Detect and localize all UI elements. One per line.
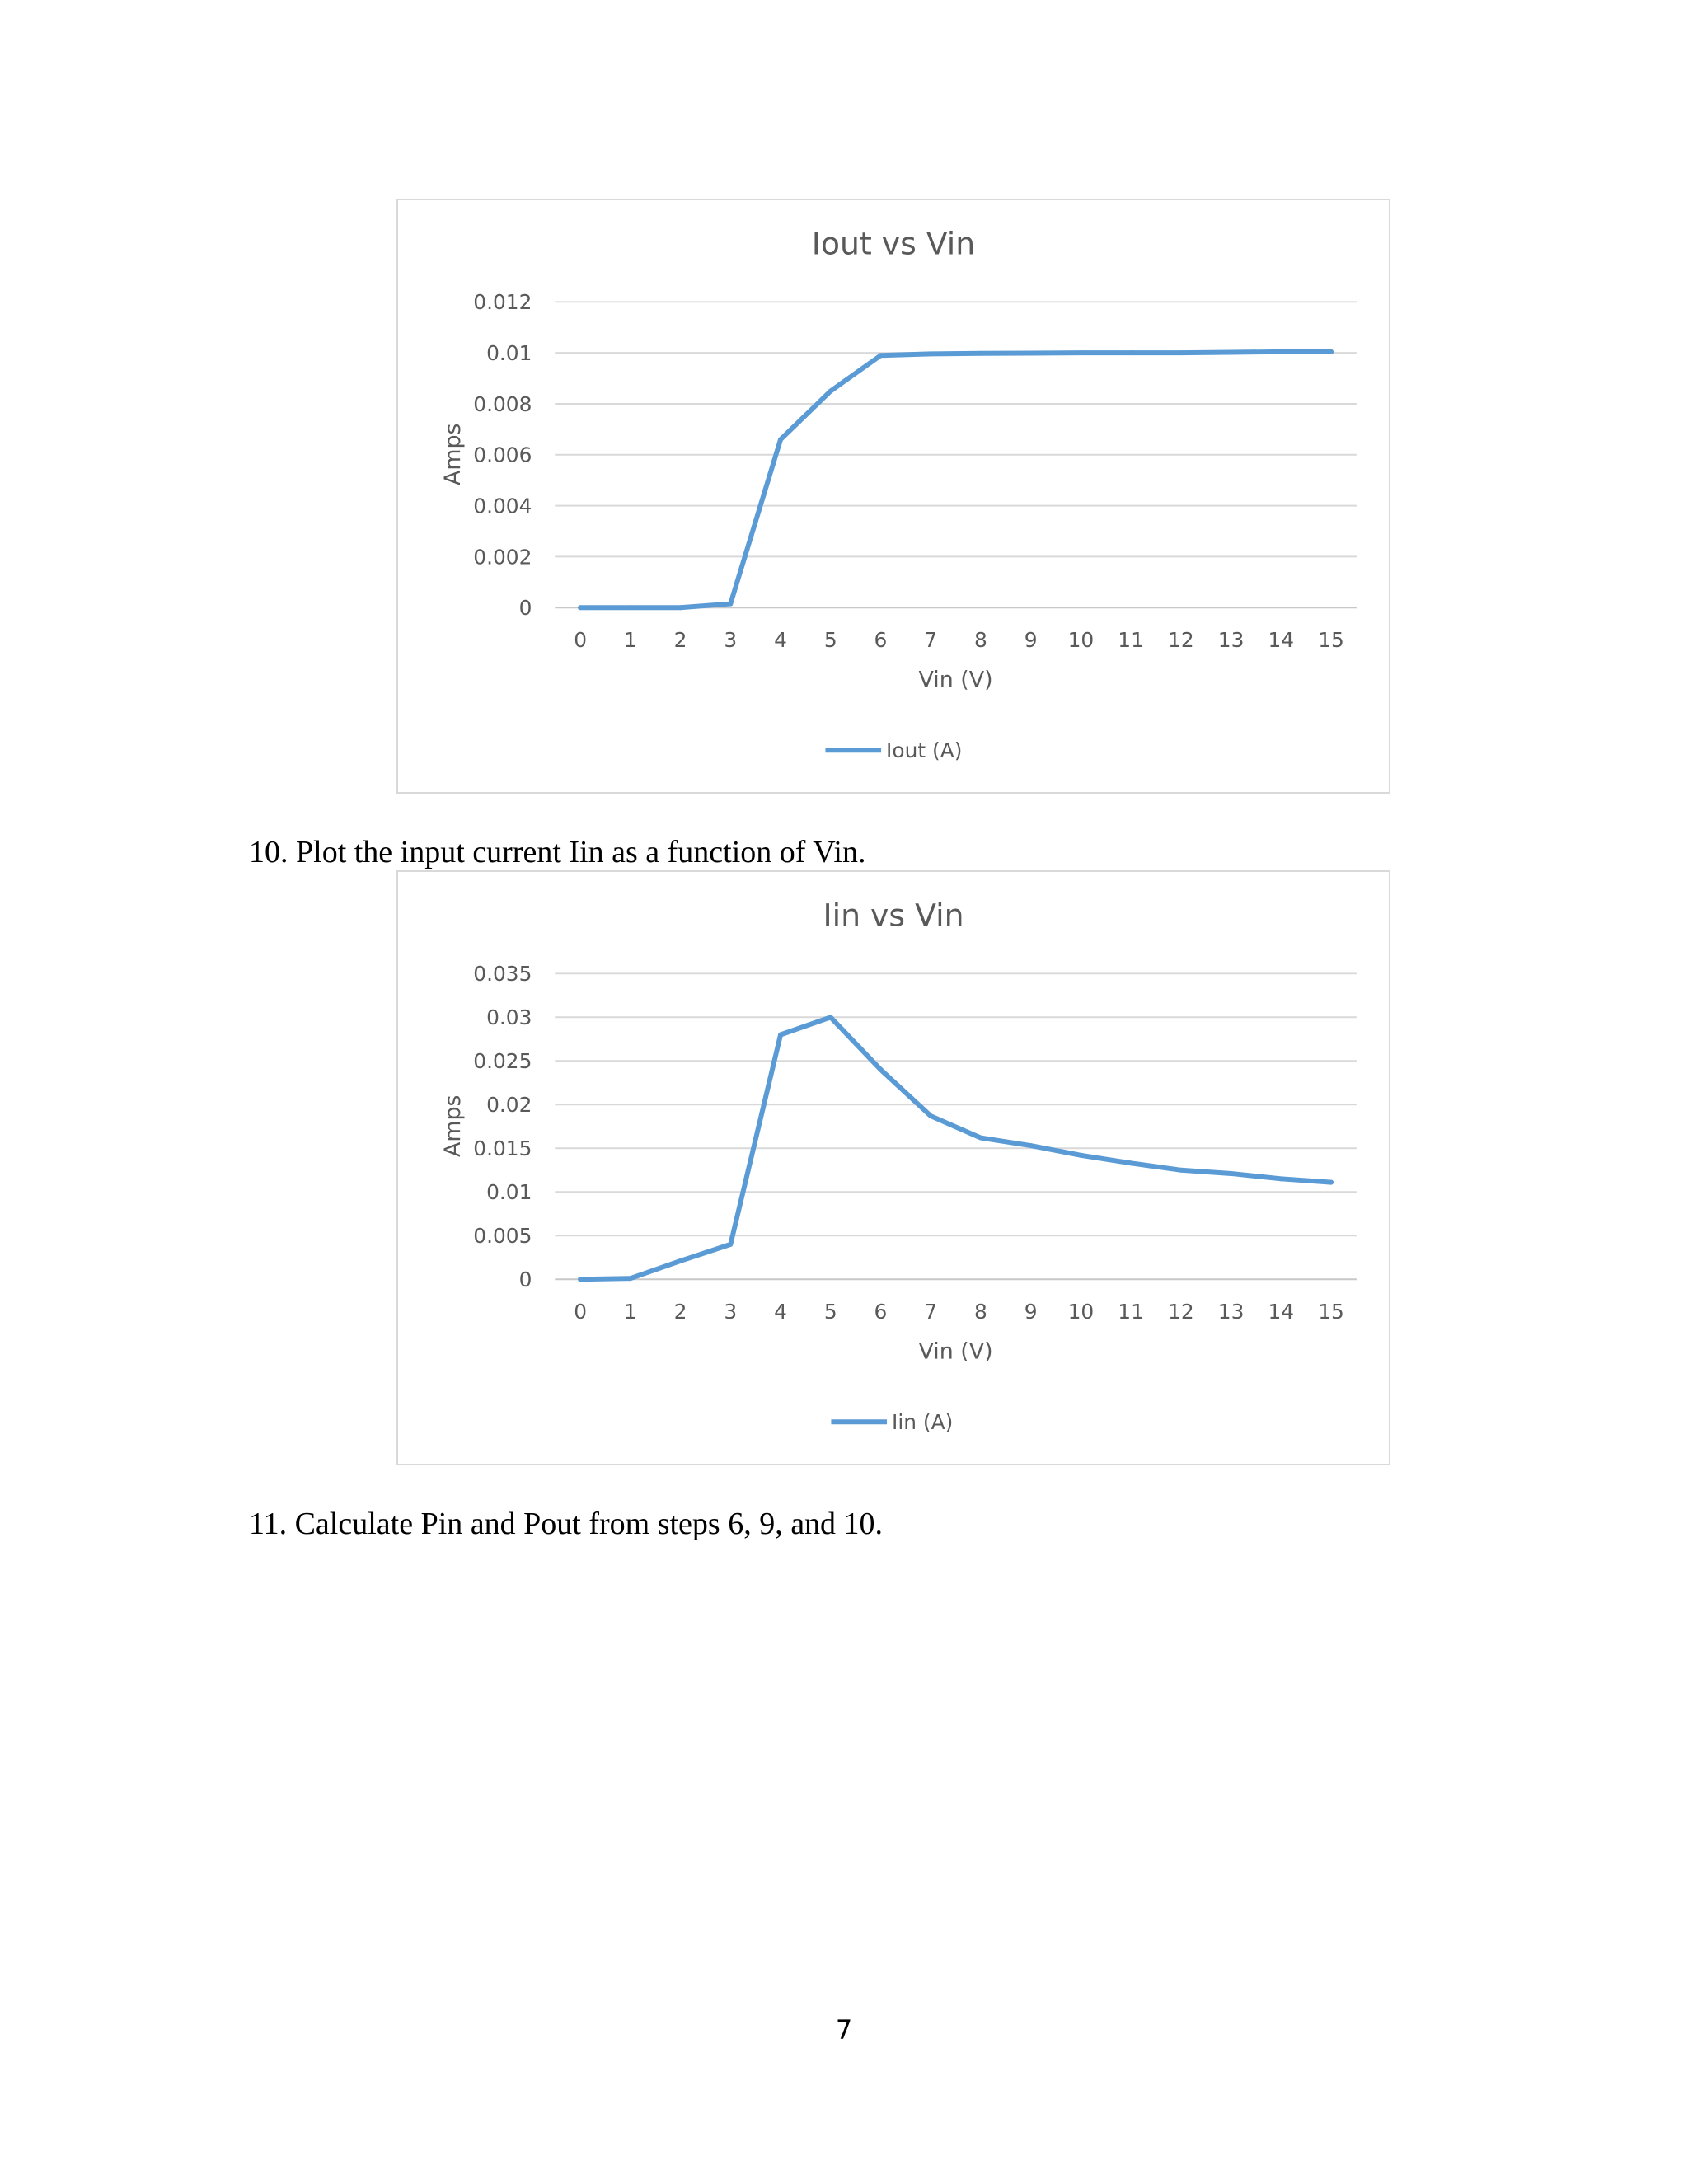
- iin-data-point: [778, 1033, 783, 1038]
- iout-data-point: [828, 389, 833, 394]
- iin-data-point: [1229, 1171, 1234, 1176]
- iout-y-tick-label: 0.004: [473, 494, 532, 518]
- iout-y-tick-label: 0: [518, 596, 532, 621]
- iout-data-point: [628, 605, 633, 610]
- iout-x-tick-label: 10: [1067, 627, 1095, 652]
- iout-x-tick-label: 1: [623, 627, 637, 652]
- iout-x-tick-label: 5: [823, 627, 837, 652]
- iin-x-tick-label: 3: [724, 1299, 738, 1324]
- iout-x-tick-label: 3: [724, 627, 738, 652]
- iout-x-tick-label: 11: [1118, 627, 1144, 652]
- iout-x-tick-label: 0: [574, 627, 588, 652]
- page-number: 7: [835, 2014, 853, 2046]
- iin-y-tick-label: 0: [518, 1268, 532, 1292]
- iout-data-point: [1029, 350, 1034, 355]
- iin-x-tick-label: 9: [1024, 1299, 1038, 1324]
- iin-data-point: [628, 1276, 633, 1281]
- iout-x-tick-label: 2: [673, 627, 687, 652]
- iin-y-tick-label: 0.035: [473, 962, 532, 987]
- iin-x-tick-label: 12: [1168, 1299, 1194, 1324]
- iout-x-tick-label: 13: [1217, 627, 1245, 652]
- iout-series-line: [580, 352, 1331, 607]
- iout-data-point: [978, 351, 983, 356]
- iout-data-point: [1329, 349, 1334, 354]
- iin-data-point: [1278, 1176, 1283, 1181]
- instruction-step-11: 11. Calculate Pin and Pout from steps 6, 9, and 10.: [249, 1507, 884, 1541]
- iin-chart-svg: [398, 872, 1389, 1464]
- iout-x-tick-label: 4: [774, 627, 787, 652]
- iin-data-point: [1078, 1153, 1083, 1158]
- iin-x-tick-label: 6: [874, 1299, 888, 1324]
- iin-x-tick-label: 5: [823, 1299, 837, 1324]
- iout-legend-label: Iout (A): [886, 738, 963, 763]
- iout-y-axis-label: Amps: [439, 423, 466, 486]
- iout-chart-svg: [398, 200, 1389, 792]
- iout-x-tick-label: 8: [974, 627, 987, 652]
- iout-data-point: [778, 437, 783, 442]
- iin-y-tick-label: 0.01: [486, 1180, 532, 1205]
- iout-data-point: [928, 351, 933, 356]
- iin-y-tick-label: 0.02: [486, 1093, 532, 1118]
- iin-y-tick-label: 0.005: [473, 1224, 532, 1249]
- iin-x-axis-label: Vin (V): [918, 1338, 993, 1365]
- iout-data-point: [1128, 350, 1133, 355]
- iin-x-tick-label: 4: [774, 1299, 787, 1324]
- iin-data-point: [1329, 1180, 1334, 1185]
- iout-y-tick-label: 0.008: [473, 391, 532, 416]
- iout-data-point: [678, 605, 683, 610]
- iin-x-tick-label: 8: [974, 1299, 987, 1324]
- iout-title: Iout vs Vin: [811, 225, 976, 262]
- instruction-step-10: 10. Plot the input current Iin as a function of Vin.: [249, 835, 866, 869]
- iout-y-tick-label: 0.006: [473, 443, 532, 467]
- iin-data-point: [578, 1277, 583, 1282]
- iout-y-tick-label: 0.01: [486, 341, 532, 366]
- iin-data-point: [928, 1113, 933, 1118]
- iin-y-tick-label: 0.025: [473, 1049, 532, 1074]
- iin-legend-label: Iin (A): [892, 1410, 954, 1435]
- iout-data-point: [578, 605, 583, 610]
- iin-x-tick-label: 15: [1318, 1299, 1344, 1324]
- iout-data-point: [1278, 349, 1283, 354]
- iout-x-tick-label: 6: [874, 627, 888, 652]
- iout-x-tick-label: 7: [924, 627, 938, 652]
- iout-data-point: [879, 353, 884, 358]
- iout-x-tick-label: 12: [1168, 627, 1194, 652]
- iin-title: Iin vs Vin: [823, 897, 964, 934]
- iin-data-point: [978, 1136, 983, 1141]
- iout-data-point: [728, 602, 733, 607]
- iin-x-tick-label: 1: [623, 1299, 637, 1324]
- iout-y-tick-label: 0.012: [473, 290, 532, 315]
- iout-data-point: [1179, 350, 1184, 355]
- iout-chart: [396, 199, 1390, 794]
- iin-y-tick-label: 0.015: [473, 1137, 532, 1161]
- iin-data-point: [1128, 1160, 1133, 1165]
- iin-data-point: [1029, 1143, 1034, 1148]
- iout-data-point: [1078, 350, 1083, 355]
- iin-x-tick-label: 0: [574, 1299, 588, 1324]
- iin-y-tick-label: 0.03: [486, 1005, 532, 1030]
- iin-data-point: [678, 1258, 683, 1263]
- iin-y-axis-label: Amps: [439, 1094, 466, 1158]
- iin-x-tick-label: 2: [673, 1299, 687, 1324]
- iin-chart: [396, 870, 1390, 1465]
- iin-data-point: [879, 1067, 884, 1072]
- iin-data-point: [728, 1242, 733, 1247]
- iin-x-tick-label: 11: [1118, 1299, 1144, 1324]
- iin-x-tick-label: 10: [1067, 1299, 1095, 1324]
- iin-x-tick-label: 14: [1268, 1299, 1295, 1324]
- iout-x-axis-label: Vin (V): [918, 667, 993, 693]
- iin-data-point: [828, 1015, 833, 1019]
- iout-x-tick-label: 14: [1268, 627, 1295, 652]
- iin-x-tick-label: 13: [1217, 1299, 1245, 1324]
- iout-y-tick-label: 0.002: [473, 545, 532, 569]
- iout-x-tick-label: 9: [1024, 627, 1038, 652]
- iout-x-tick-label: 15: [1318, 627, 1344, 652]
- iout-data-point: [1229, 350, 1234, 355]
- iin-x-tick-label: 7: [924, 1299, 938, 1324]
- iin-data-point: [1179, 1168, 1184, 1173]
